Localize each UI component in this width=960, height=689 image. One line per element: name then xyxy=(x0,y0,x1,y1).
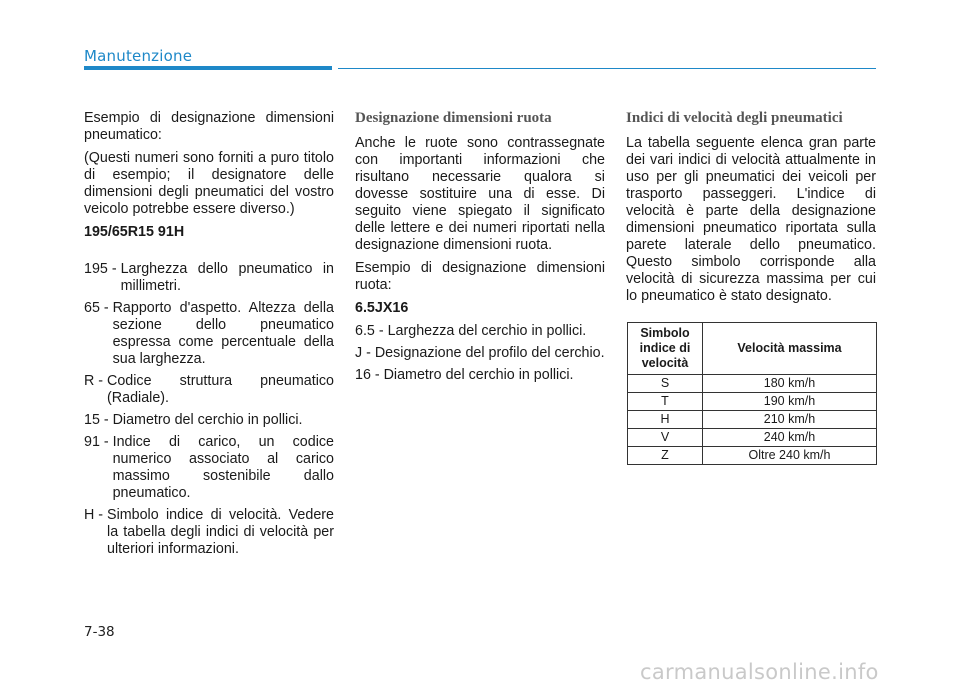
tire-example-intro: Esempio di designazione dimensioni pneumatico: xyxy=(84,110,334,143)
column-tire-size xyxy=(84,110,334,563)
tire-size-item: H - Simbolo indice di velocità. Vedere la tabella degli indici di velocità per ulteriori informazioni. xyxy=(84,507,334,557)
table-cell-symbol: S xyxy=(628,375,703,393)
tire-size-item: 195 - Larghezza dello pneumatico in millimetri. xyxy=(84,261,334,294)
table-row xyxy=(628,429,877,447)
table-cell-speed: 190 km/h xyxy=(703,393,877,411)
tire-size-item: 91 - Indice di carico, un codice numerico associato al carico massimo sostenibile dallo pneumatico. xyxy=(84,434,334,501)
table-row xyxy=(628,411,877,429)
wheel-size-item: 6.5 - Larghezza del cerchio in pollici. xyxy=(355,323,587,339)
column-speed-index xyxy=(626,110,876,311)
speed-index-heading: Indici di velocità degli pneumatici xyxy=(626,110,843,126)
table-cell-symbol: Z xyxy=(628,447,703,465)
tire-size-item: 65 - Rapporto d'aspetto. Altezza della sezione dello pneumatico espressa come percentuale della sua larghezza. xyxy=(84,300,334,367)
table-cell-speed: 210 km/h xyxy=(703,411,877,429)
table-cell-speed: 240 km/h xyxy=(703,429,877,447)
table-cell-speed: Oltre 240 km/h xyxy=(703,447,877,465)
table-cell-symbol: T xyxy=(628,393,703,411)
page-number: 7-38 xyxy=(84,624,115,640)
section-title: Manutenzione xyxy=(84,47,193,65)
tire-size-item: R - Codice struttura pneumatico (Radiale). xyxy=(84,373,334,406)
table-row xyxy=(628,375,877,393)
wheel-size-item: J - Designazione del profilo del cerchio. xyxy=(355,345,605,361)
table-row xyxy=(628,447,877,465)
table-header-row xyxy=(628,323,877,375)
wheel-size-code: 6.5JX16 xyxy=(355,300,409,316)
wheel-size-item: 16 - Diametro del cerchio in pollici. xyxy=(355,367,574,383)
table-row xyxy=(628,393,877,411)
header-rule-thick xyxy=(84,66,332,70)
table-cell-symbol: V xyxy=(628,429,703,447)
speed-index-table xyxy=(627,322,877,465)
wheel-size-paragraph: Anche le ruote sono contrassegnate con importanti informazioni che risultano necessarie qualora si dovesse sostituire una di esse. Di seguito viene spiegato il significato delle lettere e dei numeri riportati nella designazione dimensioni ruota. xyxy=(355,135,605,253)
tire-size-item: 15 - Diametro del cerchio in pollici. xyxy=(84,412,303,428)
table-cell-symbol: H xyxy=(628,411,703,429)
table-header-symbol: Simbolo indice di velocità xyxy=(628,323,703,375)
column-wheel-size xyxy=(355,110,605,389)
tire-size-code: 195/65R15 91H xyxy=(84,224,185,240)
wheel-size-heading: Designazione dimensioni ruota xyxy=(355,110,552,126)
table-cell-speed: 180 km/h xyxy=(703,375,877,393)
tire-example-note: (Questi numeri sono forniti a puro titolo di esempio; il designatore delle dimensioni degli pneumatici del vostro veicolo potrebbe essere diverso.) xyxy=(84,150,334,217)
speed-index-paragraph: La tabella seguente elenca gran parte dei vari indici di velocità attualmente in uso per gli pneumatici dei veicoli per trasporto passeggeri. L'indice di velocità è parte della designazione dimensioni pneumatico riportata sulla parete laterale dello pneumatico. Questo simbolo corrisponde alla velocità di sicurezza massima per cui lo pneumatico è stato designato. xyxy=(626,135,876,304)
wheel-example-intro: Esempio di designazione dimensioni ruota: xyxy=(355,260,605,293)
watermark: carmanualsonline.info xyxy=(640,660,879,684)
header-rule-thin xyxy=(338,68,876,69)
table-header-max-speed: Velocità massima xyxy=(703,323,877,375)
